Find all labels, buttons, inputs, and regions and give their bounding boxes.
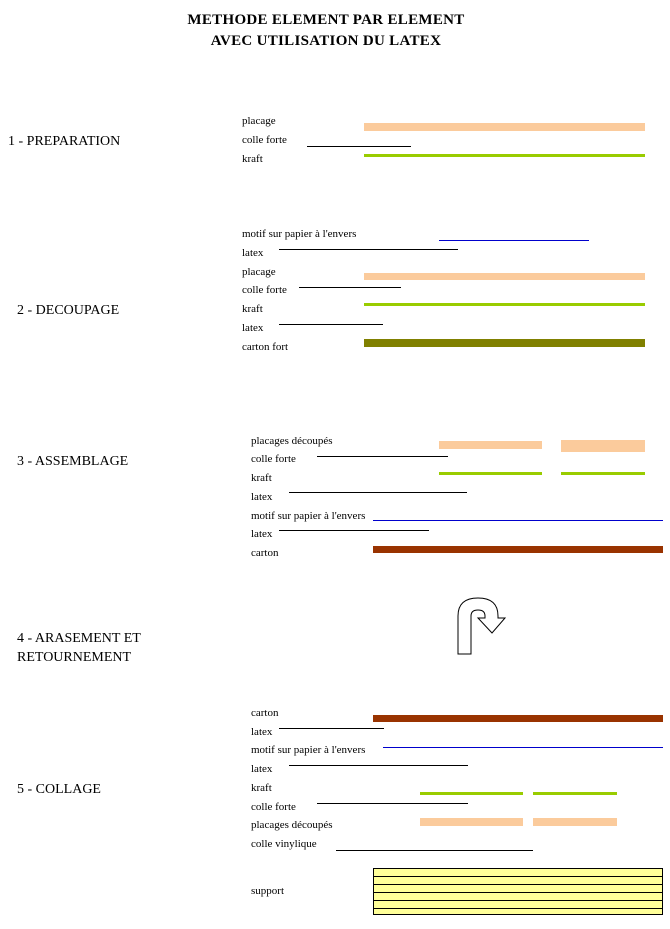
latex-line [279,249,458,250]
step-1-label-colle-forte: colle forte [242,134,287,146]
support-layer [374,885,662,893]
latex-line [289,492,467,493]
placage-piece-left [420,818,523,826]
step-3-label-placages: placages découpés [251,435,333,447]
step-2-label-latex-2: latex [242,322,264,334]
step-2-label-motif: motif sur papier à l'envers [242,228,357,240]
colle-forte-line [317,456,448,457]
u-turn-arrow-icon [452,592,518,658]
carton-layer [373,546,663,553]
step-3-title: 3 - ASSEMBLAGE [17,454,129,469]
step-2-label-colle-forte: colle forte [242,284,287,296]
latex-line [289,765,468,766]
kraft-layer [364,154,645,157]
support-layer [374,893,662,901]
colle-forte-line [299,287,401,288]
step-3-label-latex-1: latex [251,491,273,503]
step-3-label-colle-forte: colle forte [251,453,296,465]
carton-fort-layer [364,339,645,347]
step-2-title: 2 - DECOUPAGE [17,303,120,318]
colle-forte-line [317,803,468,804]
latex-line [279,324,383,325]
kraft-layer [364,303,645,306]
step-2-label-kraft: kraft [242,303,263,315]
motif-line [439,240,589,241]
step-5-label-kraft: kraft [251,782,272,794]
step-5-title: 5 - COLLAGE [17,782,101,797]
step-3-label-carton: carton [251,547,279,559]
kraft-piece-left [420,792,523,795]
step-5-label-latex-2: latex [251,763,273,775]
step-3-label-kraft: kraft [251,472,272,484]
step-5-label-carton: carton [251,707,279,719]
support-layer [374,877,662,885]
support-layer [374,901,662,909]
placage-layer [364,273,645,280]
step-3-label-latex-2: latex [251,528,273,540]
latex-line [279,530,429,531]
support-layer [374,869,662,877]
step-2-label-latex-1: latex [242,247,264,259]
step-3-label-motif: motif sur papier à l'envers [251,510,366,522]
page-title-line-2: AVEC UTILISATION DU LATEX [210,33,442,49]
step-1-label-placage: placage [242,115,276,127]
kraft-piece-right [533,792,617,795]
colle-vinylique-line [336,850,533,851]
motif-line [373,520,663,521]
support-layer [374,909,662,916]
page-title-line-1: METHODE ELEMENT PAR ELEMENT [187,12,465,28]
step-5-label-placages: placages découpés [251,819,333,831]
motif-line [383,747,663,748]
carton-layer [373,715,663,722]
latex-line [279,728,384,729]
placage-piece-left [439,441,542,449]
colle-forte-line [307,146,411,147]
support-block [373,868,663,915]
step-5-label-colle-vinylique: colle vinylique [251,838,317,850]
step-4-title-line-1: 4 - ARASEMENT ET [17,631,141,646]
step-5-label-motif: motif sur papier à l'envers [251,744,366,756]
step-1-title: 1 - PREPARATION [8,134,121,149]
step-2-label-carton-fort: carton fort [242,341,289,353]
step-2-label-placage: placage [242,266,276,278]
placage-piece-right [533,818,617,826]
step-1-label-kraft: kraft [242,153,263,165]
step-5-label-support: support [251,885,284,897]
step-4-title-line-2: RETOURNEMENT [17,650,132,665]
placage-layer [364,123,645,131]
step-5-label-colle-forte: colle forte [251,801,296,813]
placage-piece-right [561,440,645,452]
kraft-piece-left [439,472,542,475]
kraft-piece-right [561,472,645,475]
step-5-label-latex-1: latex [251,726,273,738]
